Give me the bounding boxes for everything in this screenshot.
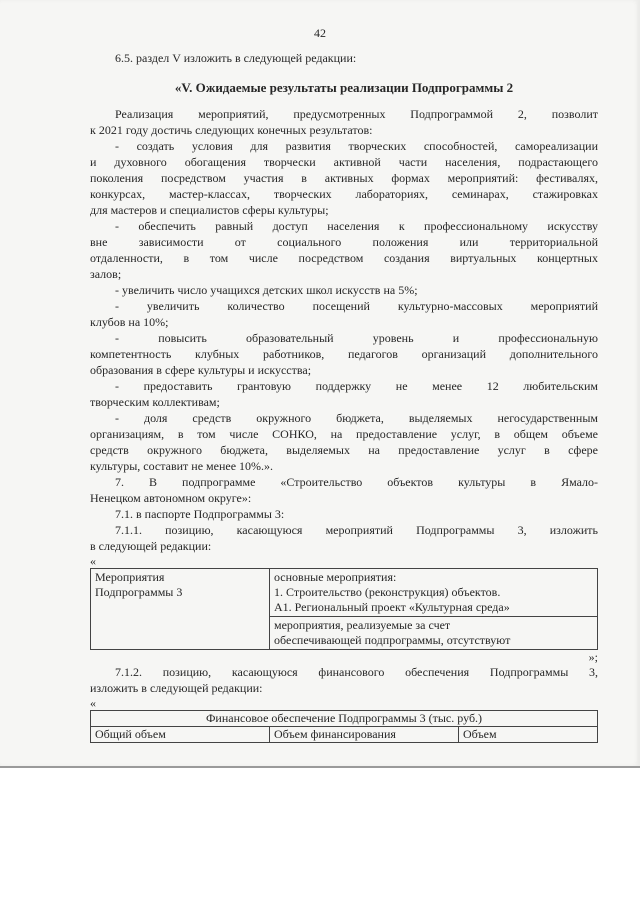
text-line: 7. В подпрограмме «Строительство объектов культуры в Ямало- (115, 475, 598, 489)
activities-support-line: мероприятия, реализуемые за счет (274, 618, 451, 632)
page-number: 42 (314, 26, 326, 40)
financing-col-volume: Объем (459, 727, 598, 743)
text-line: в следующей редакции: (90, 539, 212, 553)
text-line: и духовного обогащения творчески активной части населения, подрастающего (90, 155, 598, 169)
financing-col-total: Общий объем (91, 727, 270, 743)
paragraph-art-schools (90, 282, 598, 298)
text-line: конкурсах, мастер-классах, творческих лабораториях, семинарах, стажировках (90, 187, 598, 201)
text-line: - увеличить количество посещений культурно-массовых мероприятий (115, 299, 598, 313)
text-line: поколения посредством участия в активных формах мероприятий: фестивалях, (90, 171, 598, 185)
open-quote-2: « (90, 696, 96, 710)
text-line: - обеспечить равный доступ населения к профессиональному искусству (115, 219, 598, 233)
paragraph-visits (90, 298, 598, 330)
activities-label-cell (91, 569, 270, 650)
paragraph-subprogram-3 (90, 474, 598, 506)
paragraph-grants (90, 378, 598, 410)
financing-col-funding: Объем финансирования (270, 727, 459, 743)
close-quote: »; (588, 650, 598, 664)
paragraph-equal-access (90, 218, 598, 282)
paragraph-results-intro (90, 106, 598, 138)
text-line: - повысить образовательный уровень и профессиональную (115, 331, 598, 345)
text-line: для мастеров и специалистов сферы культуры; (90, 203, 329, 217)
activities-label-line: Подпрограммы 3 (95, 585, 183, 599)
document-body (90, 50, 598, 743)
text-line: образования в сфере культуры и искусства; (90, 363, 312, 377)
text-line: организациям, в том числе СОНКО, на предоставление услуг, в общем объеме (90, 427, 598, 441)
text-line: изложить в следующей редакции: (90, 681, 263, 695)
text-line: средств окружного бюджета, выделяемых на предоставление услуг в сфере (90, 443, 598, 457)
intro-line: 6.5. раздел V изложить в следующей редакции: (115, 51, 357, 65)
text-line: Ненецком автономном округе»: (90, 491, 252, 505)
text-line: к 2021 году достичь следующих конечных результатов: (90, 123, 373, 137)
section-title: «V. Ожидаемые результаты реализации Подпрограммы 2 (174, 80, 514, 95)
paragraph-7-1-1 (90, 522, 598, 554)
text-line: 7.1.1. позицию, касающуюся мероприятий Подпрограммы 3, изложить (115, 523, 598, 537)
text-line: - предоставить грантовую поддержку не менее 12 любительским (115, 379, 598, 393)
text-line: - увеличить число учащихся детских школ искусств на 5%; (115, 283, 418, 297)
paragraph-passport (90, 506, 598, 522)
activities-main-line: А1. Региональный проект «Культурная среда» (274, 600, 510, 614)
activities-main-cell (270, 569, 598, 617)
activities-table (90, 568, 598, 650)
financing-table (90, 710, 598, 743)
financing-header: Финансовое обеспечение Подпрограммы 3 (тыс. руб.) (91, 711, 598, 727)
text-line: творческим коллективам; (90, 395, 220, 409)
text-line: клубов на 10%; (90, 315, 169, 329)
activities-main-line: основные мероприятия: (274, 570, 397, 584)
paragraph-conditions (90, 138, 598, 218)
text-line: отдаленности, в том числе посредством создания виртуальных концертных (90, 251, 598, 265)
text-line: 7.1. в паспорте Подпрограммы 3: (115, 507, 285, 521)
text-line: 7.1.2. позицию, касающуюся финансового обеспечения Подпрограммы 3, (115, 665, 598, 679)
activities-support-line: обеспечивающей подпрограммы, отсутствуют (274, 633, 511, 647)
open-quote: « (90, 554, 96, 568)
paragraph-education (90, 330, 598, 378)
text-line: Реализация мероприятий, предусмотренных Подпрограммой 2, позволит (115, 107, 598, 121)
text-line: - доля средств окружного бюджета, выделяемых негосударственным (115, 411, 598, 425)
text-line: культуры, составит не менее 10%.». (90, 459, 274, 473)
text-line: вне зависимости от социального положения или территориальной (90, 235, 598, 249)
text-line: залов; (90, 267, 122, 281)
activities-support-cell (270, 617, 598, 650)
text-line: - создать условия для развития творческих способностей, самореализации (115, 139, 598, 153)
activities-label-line: Мероприятия (95, 570, 165, 584)
activities-main-line: 1. Строительство (реконструкция) объектов. (274, 585, 501, 599)
paragraph-budget-share (90, 410, 598, 474)
text-line: компетентность клубных работников, педагогов организаций дополнительного (90, 347, 598, 361)
paragraph-7-1-2 (90, 664, 598, 696)
